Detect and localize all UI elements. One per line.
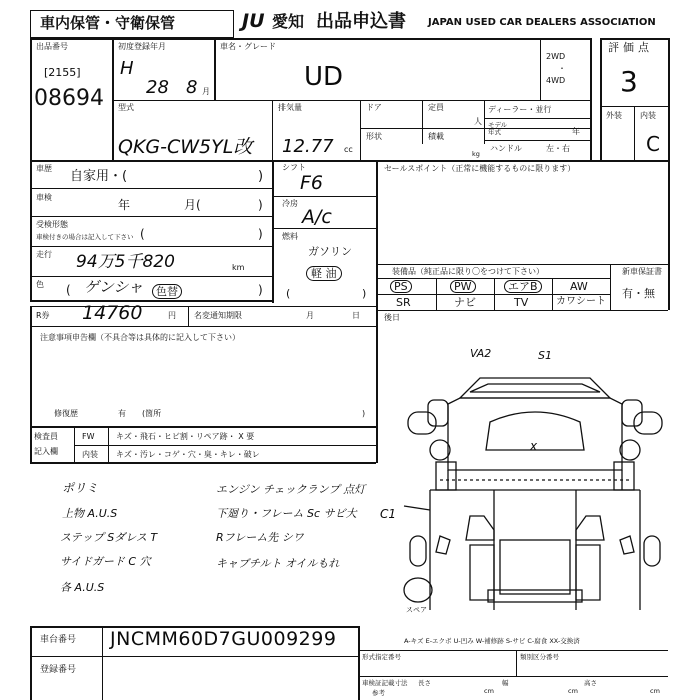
history-close: ) bbox=[258, 169, 264, 184]
receive-close: ) bbox=[258, 227, 263, 241]
r-ken-label: R券 bbox=[36, 311, 50, 320]
handle-label: ハンドル bbox=[490, 144, 522, 153]
interior-items-label: 内装 bbox=[82, 450, 98, 459]
year-unit: 年 bbox=[572, 127, 580, 136]
sales-point-label: セールスポイント（正常に機能するものに限ります） bbox=[384, 164, 576, 173]
lot-no-label: 出品番号 bbox=[36, 42, 68, 51]
note-line-3: 上物 A.U.S bbox=[62, 507, 118, 520]
name-change-month: 月 bbox=[306, 311, 314, 320]
fuel-label: 燃料 bbox=[282, 232, 298, 241]
fuel-value: ガソリン bbox=[308, 245, 352, 258]
score-label: 評価点 bbox=[608, 41, 653, 54]
after-label: 後日 bbox=[384, 313, 400, 322]
capacity-label: 定員 bbox=[428, 103, 444, 112]
shape-label: 形状 bbox=[366, 132, 382, 141]
mileage-label: 走行 bbox=[36, 250, 52, 259]
interior-items: キズ・汚レ・コゲ・穴・臭・キレ・破レ bbox=[116, 450, 260, 459]
drive-dot: ・ bbox=[558, 64, 566, 73]
displacement-value: 12.77 bbox=[282, 136, 334, 157]
diagram-mark-x: x bbox=[530, 439, 538, 453]
equip-sr: SR bbox=[396, 296, 411, 309]
year-value: 28 bbox=[146, 77, 169, 98]
damage-legend: A-キズ E-エクボ U-凹み W-補修跡 S-サビ C-腐食 XX-交換済 bbox=[404, 637, 580, 645]
height-label: 高さ bbox=[584, 679, 597, 687]
fuel-open: ( bbox=[286, 287, 291, 300]
height-unit: cm bbox=[650, 687, 660, 695]
color-change: 色替 bbox=[152, 284, 182, 299]
displacement-label: 排気量 bbox=[278, 103, 302, 112]
model-year-label: モデル 年式 bbox=[488, 121, 508, 137]
name-change-day: 日 bbox=[352, 311, 360, 320]
check-staff-label: 検査員 bbox=[34, 432, 58, 441]
note-line-2: エンジン チェックランプ 点灯 bbox=[216, 483, 366, 496]
association-name: JAPAN USED CAR DEALERS ASSOCIATION bbox=[428, 17, 656, 28]
interior-label: 内装 bbox=[640, 111, 656, 120]
spare-label: スペア bbox=[406, 606, 427, 614]
r-ken-value: 14760 bbox=[82, 302, 143, 324]
exterior-items: キズ・飛石・ヒビ割・リペア跡・ X 要 bbox=[116, 432, 255, 441]
history-label: 車歴 bbox=[36, 164, 52, 173]
note-line-5: ステップ Sダレス T bbox=[60, 531, 158, 544]
notes-label: 注意事項申告欄（不具合等は具体的に記入して下さい） bbox=[40, 333, 240, 342]
inspection-close: ) bbox=[258, 198, 263, 212]
car-name-label: 車名・グレード bbox=[220, 42, 276, 51]
reference-label: 参考 bbox=[372, 689, 385, 697]
lot-small: [2155] bbox=[44, 66, 81, 79]
door-label: ドア bbox=[366, 103, 382, 112]
ju-logo: JU bbox=[242, 10, 265, 32]
receive-label: 受検形態 bbox=[36, 220, 68, 229]
repair-label: 修復歴 bbox=[54, 409, 78, 418]
mileage-value: 94万5千820 bbox=[76, 252, 175, 272]
chassis-label: 車台番号 bbox=[40, 635, 77, 645]
fourwd-label: 4WD bbox=[546, 76, 566, 85]
diagram-mark-c1: C1 bbox=[380, 507, 397, 521]
inspection-year: 年 bbox=[118, 198, 131, 212]
month-unit: 月 bbox=[202, 87, 210, 96]
aircon-value: A/c bbox=[302, 206, 332, 228]
diagram-mark-va2: VA2 bbox=[470, 347, 492, 360]
model-value: QKG-CW5YL改 bbox=[118, 136, 253, 158]
fw-label: FW bbox=[82, 432, 95, 441]
color-label: 色 bbox=[36, 280, 44, 289]
first-reg-label: 初度登録年月 bbox=[118, 42, 166, 51]
form-number-label: 形式指定番号 bbox=[362, 653, 401, 661]
lot-number: 08694 bbox=[34, 86, 104, 111]
receive-open: ( bbox=[140, 227, 145, 241]
repair-close: ) bbox=[362, 409, 366, 418]
model-label: 型式 bbox=[118, 103, 134, 112]
note-line-6: Rフレーム先 シワ bbox=[216, 531, 304, 544]
kg-unit: kg bbox=[472, 150, 480, 158]
note-line-1: ポリミ bbox=[62, 481, 99, 495]
handle-options: 左・右 bbox=[546, 144, 570, 153]
name-change-label: 名変通知期限 bbox=[194, 311, 242, 320]
equip-airbag: エアB bbox=[504, 280, 542, 293]
aircon-label: 冷房 bbox=[282, 199, 298, 208]
equip-aw: AW bbox=[570, 280, 588, 293]
equipment-label: 装備品（純正品に限り〇をつけて下さい） bbox=[392, 267, 544, 276]
diagram-mark-s1: S1 bbox=[538, 349, 552, 362]
chassis-value: JNCMM60D7GU009299 bbox=[110, 628, 337, 650]
note-line-8: キャブチルト オイルもれ bbox=[216, 557, 340, 570]
equip-ps: PS bbox=[390, 280, 412, 293]
length-unit: cm bbox=[484, 687, 494, 695]
color-value: ゲンシャ bbox=[84, 278, 144, 296]
reg-label: 登録番号 bbox=[40, 665, 77, 675]
repair-place: (箇所 bbox=[142, 409, 162, 418]
load-label: 積載 bbox=[428, 132, 444, 141]
dimension-label: 車検証記載寸法 bbox=[362, 679, 408, 687]
color-open: ( bbox=[66, 283, 71, 297]
shift-label: シフト bbox=[282, 163, 306, 172]
equip-navi: ナビ bbox=[454, 296, 476, 309]
yen-unit: 円 bbox=[168, 311, 176, 320]
type-number-label: 類別区分番号 bbox=[520, 653, 559, 661]
history-value: 自家用・( bbox=[70, 169, 128, 184]
storage-title: 車内保管・守衛保管 bbox=[40, 14, 176, 32]
note-line-4: 下廻り・フレーム Sc サビ大 bbox=[216, 507, 357, 520]
equip-pw: PW bbox=[450, 280, 476, 293]
warranty-options: 有・無 bbox=[622, 287, 655, 300]
equip-tv: TV bbox=[514, 296, 529, 309]
score-value: 3 bbox=[620, 65, 638, 98]
org-name: 愛知 bbox=[272, 12, 305, 31]
km-unit: km bbox=[232, 263, 245, 272]
exterior-value: C bbox=[646, 132, 660, 156]
warranty-label: 新車保証書 bbox=[622, 267, 662, 276]
inspection-label: 車検 bbox=[36, 193, 52, 202]
month-value: 8 bbox=[186, 77, 198, 98]
person-unit: 人 bbox=[474, 117, 482, 126]
length-label: 長さ bbox=[418, 679, 431, 687]
shift-value: F6 bbox=[300, 172, 324, 194]
cc-unit: cc bbox=[344, 145, 353, 154]
width-unit: cm bbox=[568, 687, 578, 695]
width-label: 幅 bbox=[502, 679, 509, 687]
repair-option: 有 bbox=[118, 409, 126, 418]
note-line-9: 各 A.U.S bbox=[60, 581, 105, 594]
era-value: H bbox=[120, 58, 134, 79]
car-diagram bbox=[400, 340, 670, 630]
doc-title: 出品申込書 bbox=[316, 11, 406, 32]
entry-label: 記入欄 bbox=[34, 447, 58, 456]
exterior-label: 外装 bbox=[606, 111, 622, 120]
dealer-label: ディーラー・並行 bbox=[488, 105, 552, 114]
car-name-value: UD bbox=[304, 62, 344, 92]
equip-sheet: カワシート bbox=[556, 296, 606, 307]
fuel-close: ) bbox=[362, 287, 367, 300]
inspection-month: 月( bbox=[184, 198, 201, 212]
color-close: ) bbox=[258, 283, 263, 297]
fuel-diesel: 軽 油 bbox=[306, 266, 342, 281]
note-line-7: サイドガード C 穴 bbox=[60, 555, 151, 568]
receive-note: 車検付きの場合は記入して下さい bbox=[36, 233, 134, 241]
twowd-label: 2WD bbox=[546, 52, 566, 61]
